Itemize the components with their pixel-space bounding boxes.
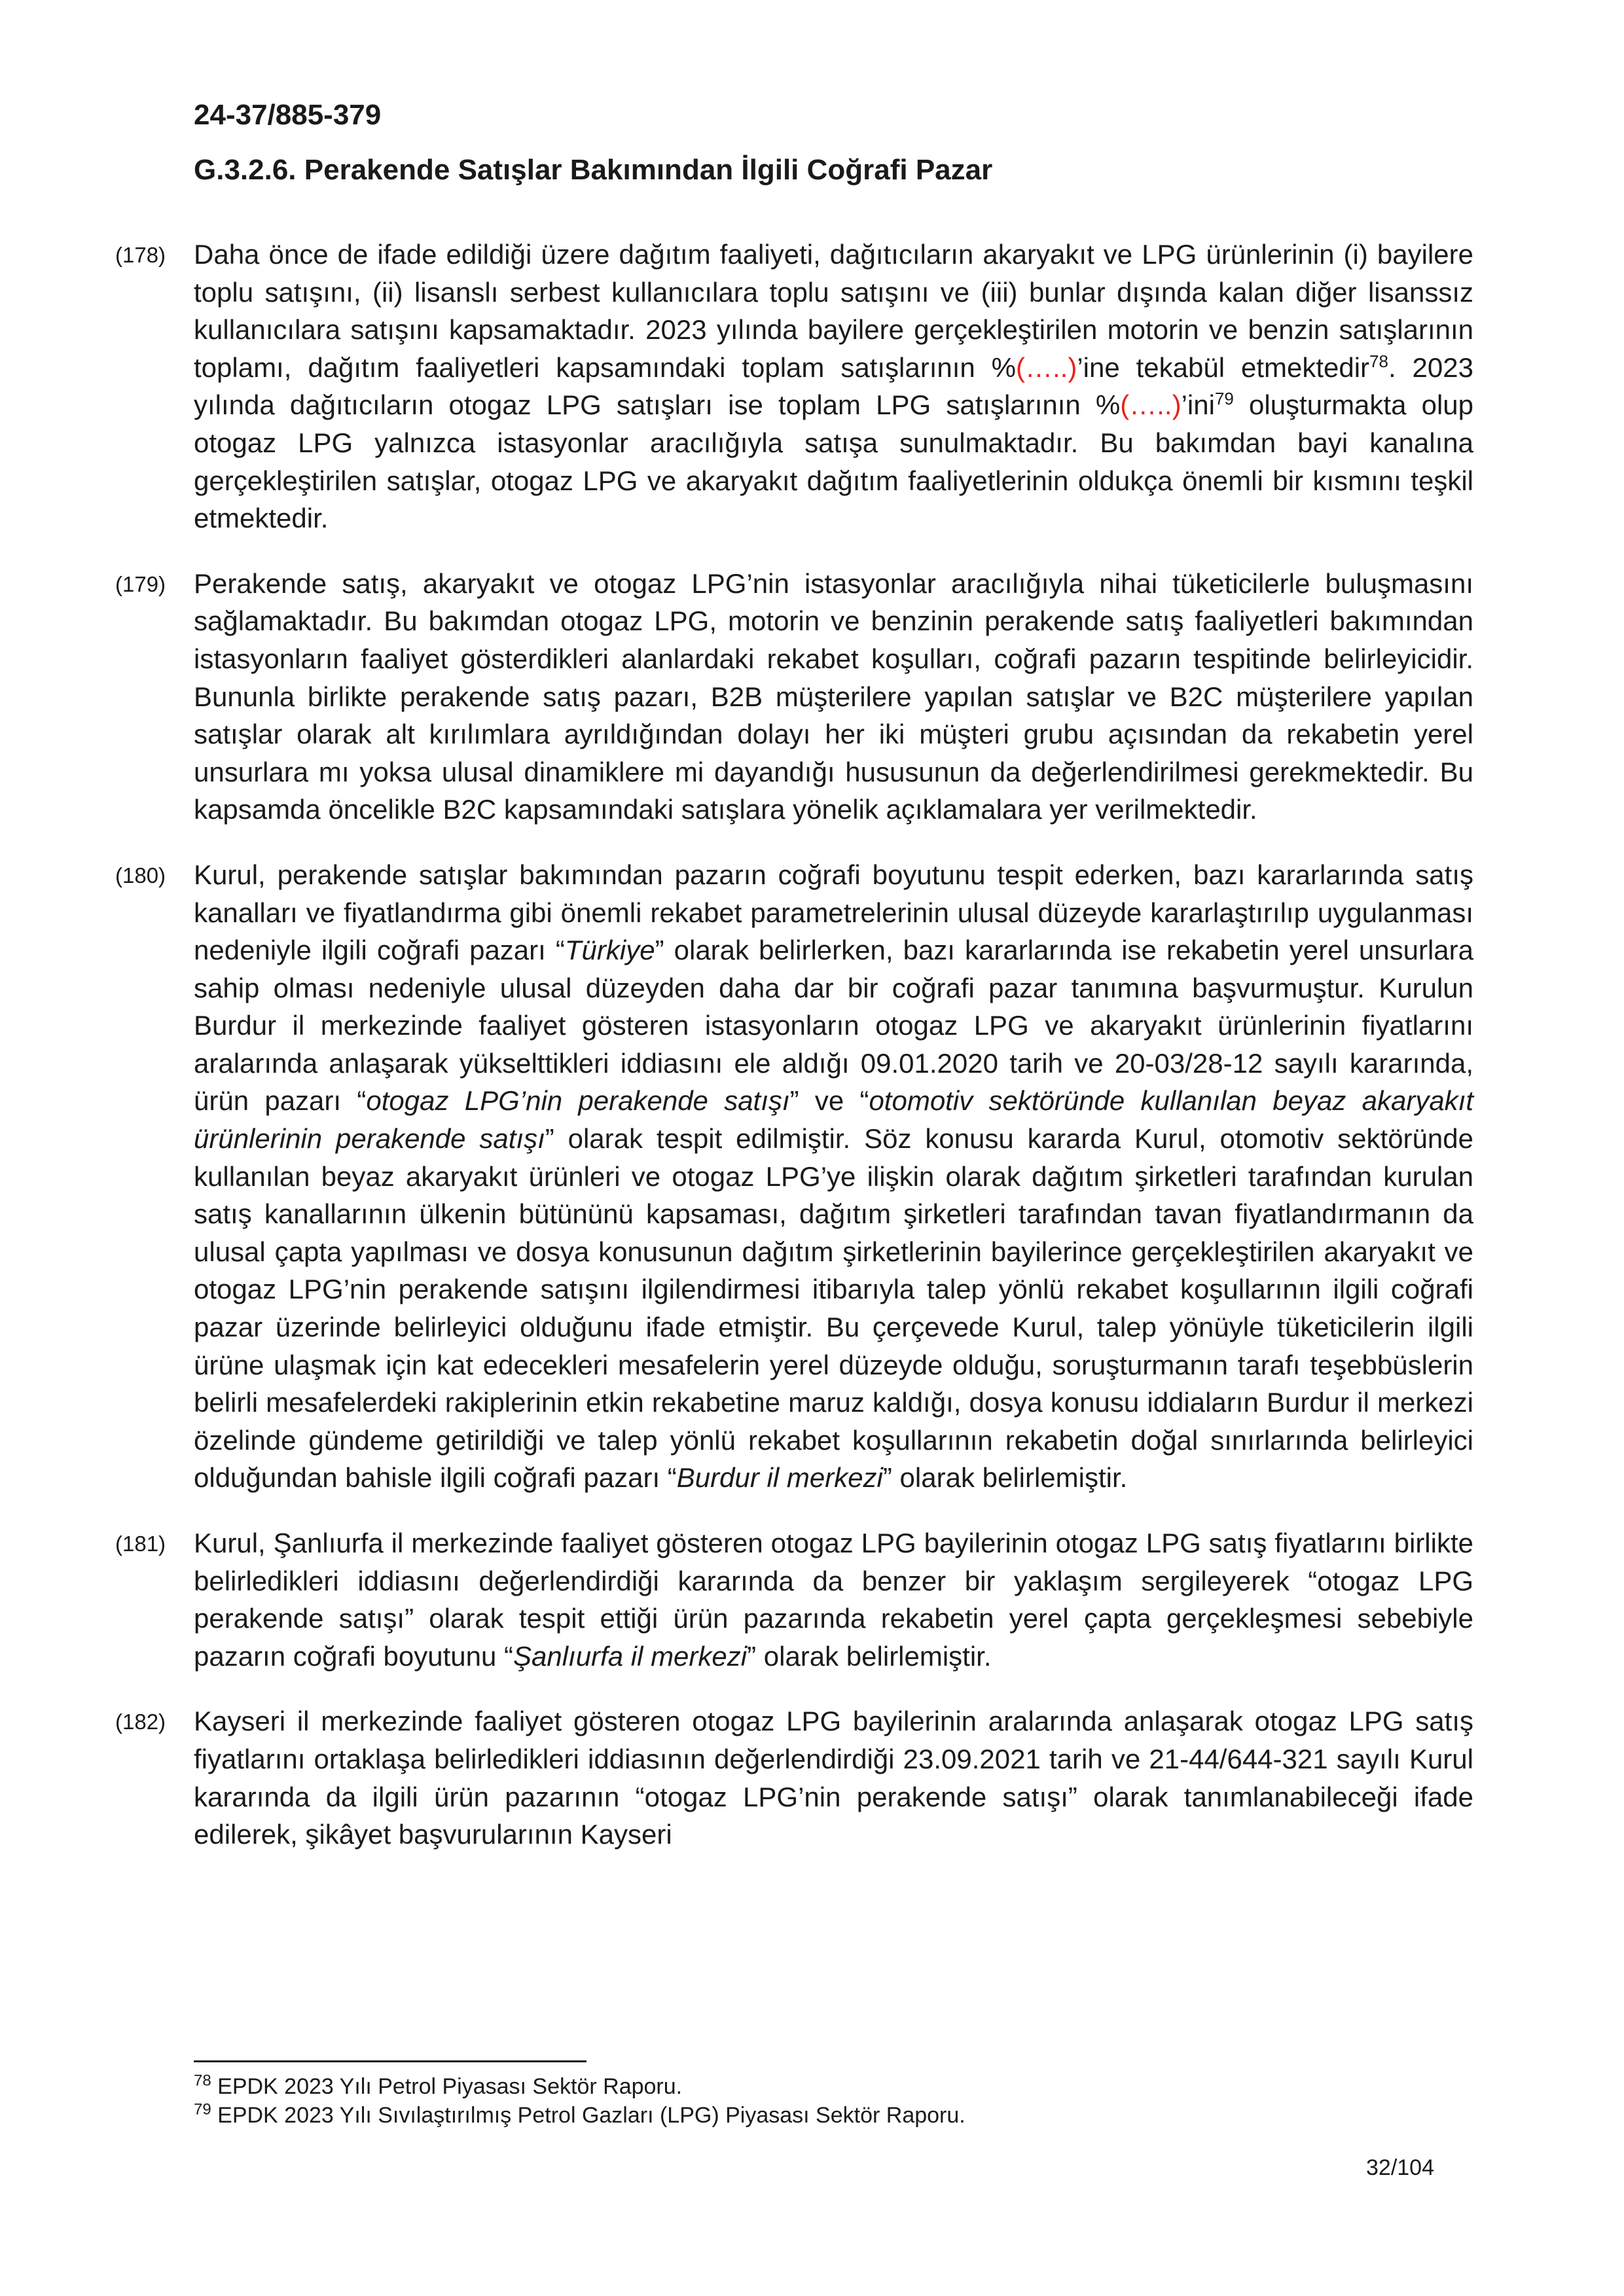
italic-quote: Şanlıurfa il merkezi bbox=[513, 1640, 748, 1672]
text-segment: ” olarak belirlemiştir. bbox=[882, 1462, 1128, 1494]
text-segment: ’ine tekabül etmektedir bbox=[1077, 351, 1370, 383]
text-segment: . 2023 yılında dağıtıcıların otogaz LPG satışları ise toplam LPG satışlarının % bbox=[194, 351, 1473, 421]
redacted-value: (…..) bbox=[1120, 389, 1182, 421]
paragraph-number: (180) bbox=[115, 863, 166, 888]
italic-quote: otomotiv sektöründe kullanılan beyaz akaryakıt ürünlerinin perakende satışı bbox=[194, 1085, 1474, 1155]
redacted-value: (…..) bbox=[1016, 351, 1077, 383]
body-text bbox=[0, 208, 1624, 1881]
italic-quote: Burdur il merkezi bbox=[676, 1462, 883, 1494]
footnote-reference: 79 bbox=[1214, 389, 1234, 409]
numbered-paragraph bbox=[0, 1702, 1624, 1853]
footnote-reference: 78 bbox=[1369, 351, 1388, 371]
paragraph-number: (182) bbox=[115, 1710, 166, 1734]
text-segment: oluşturmakta olup otogaz LPG yalnızca istasyonlar aracılığıyla satışa sunulmaktadır. Bu bakımdan bayi kanalına gerçekleştirilen satışlar, otogaz LPG ve akaryakıt dağıtım faaliyetlerinin oldukça önemli bir kısmını teşkil etmektedir. bbox=[194, 389, 1473, 534]
footnote-mark: 78 bbox=[194, 2072, 211, 2090]
footnote bbox=[194, 2072, 1470, 2101]
text-segment: ” olarak tespit edilmiştir. Söz konusu kararda Kurul, otomotiv sektöründe kullanılan beyaz akaryakıt ürünleri ve otogaz LPG’ye ilişkin olarak dağıtım şirketleri tarafından kurulan satış kanallarının ülkenin bütününü kapsaması, dağıtım şirketleri tarafından tavan fiyatlandırmanın da ulusal çapta yapılması ve dosya konusunun dağıtım şirketlerinin bayilerince gerçekleştirilen akaryakıt ve otogaz LPG’nin perakende satışını ilgilendirmesi itibarıyla talep yönlü rekabet koşullarının ilgili coğrafi pazar üzerinde belirleyici olduğunu ifade etmiştir. Bu çerçevede Kurul, talep yönüyle tüketicilerin ilgili ürüne ulaşmak için kat edecekleri mesafelerin yerel düzeyde olduğu, soruşturmanın tarafı teşebbüslerin belirli mesafelerdeki rakiplerinin etkin rekabetine maruz kaldığı, dosya konusu iddiaların Burdur il merkezi özelinde gündeme getirildiği ve talep yönlü rekabet koşullarının rekabetin doğal sınırlarında belirleyici olduğundan bahisle ilgili coğrafi pazarı “ bbox=[194, 1123, 1473, 1494]
footnote bbox=[194, 2101, 1470, 2130]
section-heading: G.3.2.6. Perakende Satışlar Bakımından İlgili Coğrafi Pazar bbox=[194, 154, 993, 186]
text-segment: Kurul, perakende satışlar bakımından pazarın coğrafi boyutunu tespit ederken, bazı kararlarında satış kanalları ve fiyatlandırma gibi önemli rekabet parametrelerinin ulusal düzeyde kararlaştırılıp uygulanması nedeniyle ilgili coğrafi pazarı “ bbox=[194, 859, 1473, 966]
italic-quote: otogaz LPG’nin perakende satışı bbox=[366, 1085, 790, 1117]
footnote-separator bbox=[194, 2060, 586, 2062]
decision-number: 24-37/885-379 bbox=[194, 99, 382, 131]
text-segment: Daha önce de ifade edildiği üzere dağıtım faaliyeti, dağıtıcıların akaryakıt ve LPG ürünlerinin (i) bayilere toplu satışını, (ii) lisanslı serbest kullanıcılara toplu satışını ve (iii) bunlar dışında kalan diğer lisanssız kullanıcılara satışını kapsamaktadır. 2023 yılında bayilere gerçekleştirilen motorin ve benzin satışlarının toplamı, dağıtım faaliyetleri kapsamındaki toplam satışlarının % bbox=[194, 239, 1473, 383]
text-segment: Perakende satış, akaryakıt ve otogaz LPG’nin istasyonlar aracılığıyla nihai tüketicilerle buluşmasını sağlamaktadır. Bu bakımdan otogaz LPG, motorin ve benzinin perakende satış faaliyetleri bakımından istasyonların faaliyet gösterdikleri alanlardaki rekabet koşulları, coğrafi pazarın tespitinde belirleyicidir. Bununla birlikte perakende satış pazarı, B2B müşterilere yapılan satışlar ve B2C müşterilere yapılan satışlar olarak alt kırılımlara ayrıldığından dolayı her iki müşteri grubu açısından da rekabetin yerel unsurlara mı yoksa ulusal dinamiklere mi dayandığı hususunun da değerlendirilmesi gerekmektedir. Bu kapsamda öncelikle B2C kapsamındaki satışlara yönelik açıklamalara yer verilmektedir. bbox=[194, 567, 1473, 825]
text-segment: Kurul, Şanlıurfa il merkezinde faaliyet gösteren otogaz LPG bayilerinin otogaz LPG satış fiyatlarını birlikte belirledikleri iddiasını değerlendirdiği kararında da benzer bir yaklaşım sergileyerek “otogaz LPG perakende satışı” olarak tespit ettiği ürün pazarında rekabetin yerel çapta gerçekleşmesi sebebiyle pazarın coğrafi boyutunu “ bbox=[194, 1528, 1473, 1672]
paragraph-number: (181) bbox=[115, 1532, 166, 1556]
text-segment: ” ve “ bbox=[789, 1085, 869, 1117]
paragraph-number: (179) bbox=[115, 571, 166, 596]
page-number: 32/104 bbox=[1366, 2155, 1434, 2180]
paragraph-number: (178) bbox=[115, 243, 166, 267]
paragraph-text bbox=[194, 565, 1473, 829]
numbered-paragraph bbox=[0, 236, 1624, 537]
text-segment: ” olarak belirlerken, bazı kararlarında ise rekabetin yerel unsurlara sahip olması nedeniyle ulusal düzeyden daha dar bir coğrafi pazar tanımına başvurmuştur. Kurulun Burdur il merkezinde faaliyet gösteren istasyonların otogaz LPG ve akaryakıt ürünlerinin fiyatlarını aralarında anlaşarak yükselttikleri iddiasını ele aldığı 09.01.2020 tarih ve 20-03/28-12 sayılı kararında, ürün pazarı “ bbox=[194, 935, 1474, 1117]
paragraph-text bbox=[194, 1702, 1473, 1853]
paragraph-text bbox=[194, 236, 1473, 537]
numbered-paragraph bbox=[0, 1524, 1624, 1675]
text-segment: ” olarak belirlemiştir. bbox=[747, 1640, 992, 1672]
footnote-text: EPDK 2023 Yılı Petrol Piyasası Sektör Raporu. bbox=[211, 2074, 683, 2099]
footnote-mark: 79 bbox=[194, 2100, 211, 2119]
paragraph-text bbox=[194, 856, 1473, 1497]
numbered-paragraph bbox=[0, 565, 1624, 829]
italic-quote: Türkiye bbox=[564, 935, 655, 966]
footnotes bbox=[194, 2072, 1470, 2130]
text-segment: Kayseri il merkezinde faaliyet gösteren otogaz LPG bayilerinin aralarında anlaşarak otogaz LPG satış fiyatlarını ortaklaşa belirledikleri iddiasının değerlendirdiği 23.09.2021 tarih ve 21-44/644-321 sayılı Kurul kararında da ilgili ürün pazarının “otogaz LPG’nin perakende satışı” olarak tanımlanabileceği ifade edilerek, şikâyet başvurularının Kayseri bbox=[194, 1706, 1473, 1850]
footnote-text: EPDK 2023 Yılı Sıvılaştırılmış Petrol Gazları (LPG) Piyasası Sektör Raporu. bbox=[211, 2103, 965, 2128]
paragraph-text bbox=[194, 1524, 1473, 1675]
numbered-paragraph bbox=[0, 856, 1624, 1497]
text-segment: ’ini bbox=[1181, 389, 1215, 421]
